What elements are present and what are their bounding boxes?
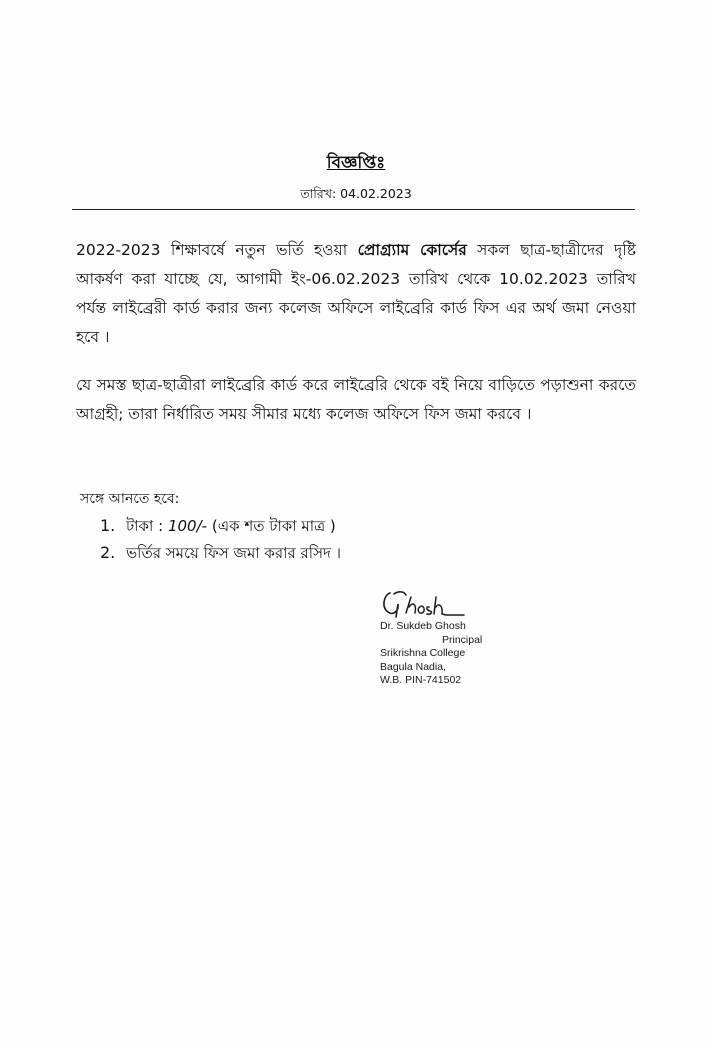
paragraph1-course-name: প্রোগ্র্যাম কোর্সের — [357, 241, 467, 259]
college-name: Srikrishna College — [380, 647, 466, 659]
paragraph-interested-students: যে সমস্ত ছাত্র-ছাত্রীরা লাইব্রেরি কার্ড করে লাইব্রেরি থেকে বই নিয়ে বাড়িতে পড়াশুনা করতে আগ্রহী; তারা নির্ধারিত সময় সীমার মধ্যে কলেজ অফিসে ফিস জমা করবে । — [76, 376, 636, 423]
fee-amount: 100/- — [167, 517, 208, 535]
fee-prefix: টাকা : — [126, 517, 168, 535]
bring-along-label: সঙ্গে আনতে হবে: — [80, 491, 180, 507]
bring-along-list — [100, 512, 341, 566]
list-item — [100, 539, 341, 566]
handwritten-signature — [376, 585, 466, 621]
paragraph1-intro: 2022-2023 শিক্ষাবর্ষে নতুন ভর্তি হওয়া — [76, 241, 358, 259]
notice-title: বিজ্ঞপ্তিঃ — [326, 153, 386, 173]
college-address-line2: W.B. PIN-741502 — [380, 674, 462, 686]
header-divider — [72, 209, 635, 210]
paragraph-library-fee-collection — [76, 236, 636, 352]
principal-name: Dr. Sukdeb Ghosh — [380, 620, 466, 632]
fee-amount-words: (এক শত টাকা মাত্র ) — [207, 517, 336, 535]
principal-designation: Principal — [442, 633, 483, 646]
receipt-item-text: ভর্তির সময়ে ফিস জমা করার রসিদ । — [126, 544, 341, 562]
list-item-number: 1. — [100, 516, 116, 535]
signatory-block — [380, 620, 482, 688]
notice-date: তারিখ: 04.02.2023 — [300, 186, 412, 201]
college-address-line1: Bagula Nadia, — [380, 660, 446, 673]
list-item-number: 2. — [100, 543, 116, 562]
paragraph1-body: সকল ছাত্র-ছাত্রীদের দৃষ্টি আকর্ষণ করা যাচ্ছে যে, আগামী ইং-06.02.2023 তারিখ থেকে 10.02.2023 তারিখ পর্যন্ত লাইব্রেরী কার্ড করার জন্য কলেজ অফিসে লাইব্রেরি কার্ড ফিস এর অর্থ জমা নেওয়া হবে । — [76, 241, 637, 346]
list-item — [100, 512, 341, 539]
